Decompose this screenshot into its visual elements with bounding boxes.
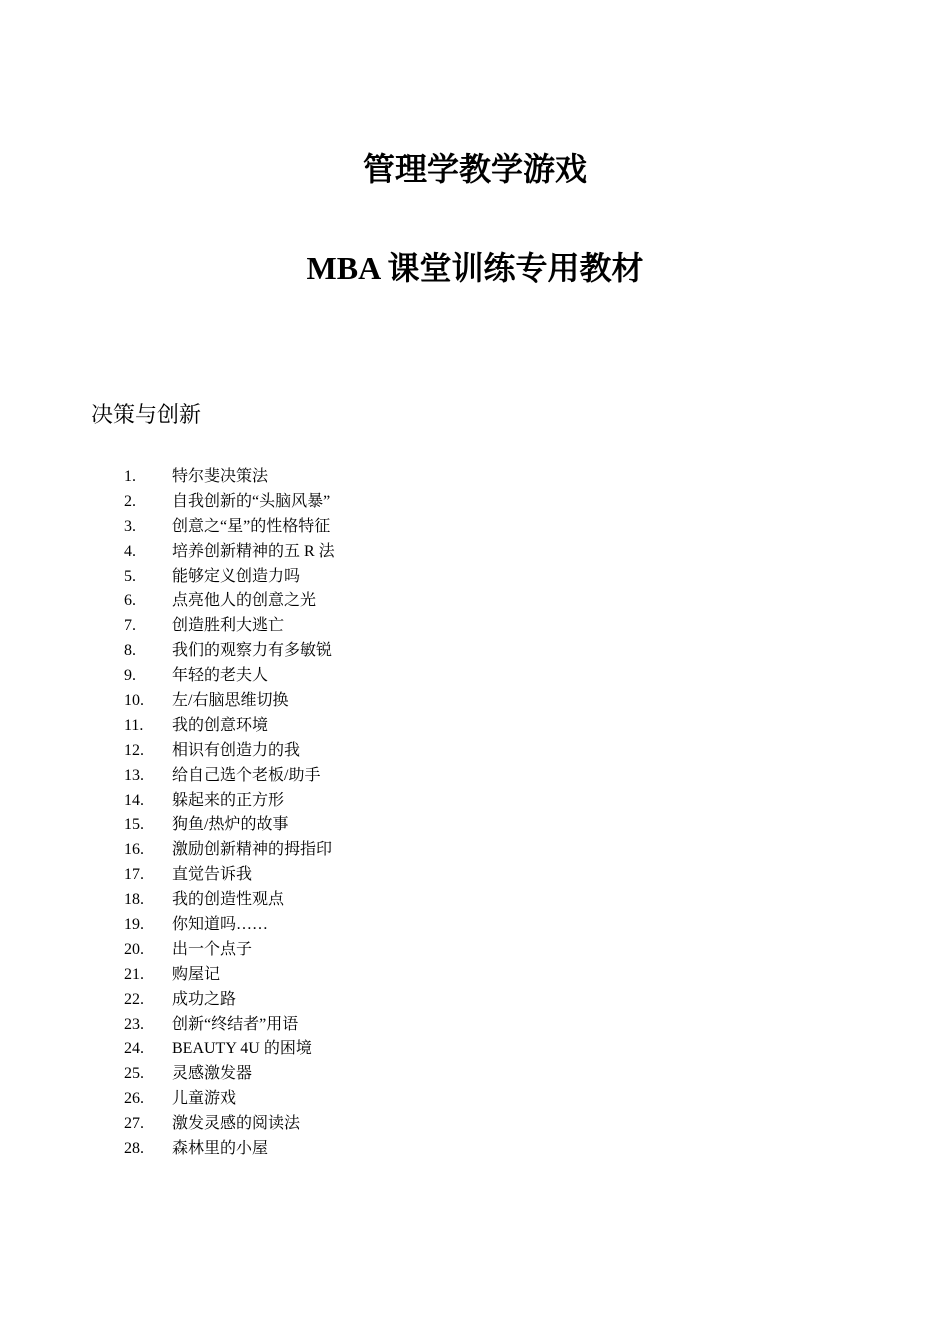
toc-item-title: 激发灵感的阅读法 <box>172 1115 301 1133</box>
toc-item-number: 4. <box>124 542 136 560</box>
toc-item-title: 点亮他人的创意之光 <box>172 592 317 610</box>
toc-item-number: 22. <box>124 990 144 1008</box>
toc-item-title: 出一个点子 <box>172 940 253 958</box>
toc-item-title: 我的创造性观点 <box>172 891 285 909</box>
toc-item-number: 9. <box>124 667 136 685</box>
toc-item-number: 11. <box>124 716 144 734</box>
toc-item-title: 森林里的小屋 <box>172 1140 269 1158</box>
toc-item-title: 相识有创造力的我 <box>172 741 301 759</box>
toc-item <box>124 838 644 863</box>
toc-item <box>124 764 644 789</box>
toc-item-title: 躲起来的正方形 <box>172 791 285 809</box>
toc-item-title: 狗鱼/热炉的故事 <box>172 816 289 834</box>
toc-item <box>124 639 644 664</box>
toc-item-number: 20. <box>124 940 144 958</box>
document-title: 管理学教学游戏 <box>362 151 587 187</box>
toc-item <box>124 988 644 1013</box>
toc-item-title: 直觉告诉我 <box>172 866 253 884</box>
toc-item <box>124 963 644 988</box>
toc-item <box>124 863 644 888</box>
toc-item-title: 创意之“星”的性格特征 <box>172 517 331 535</box>
toc-item-number: 13. <box>124 766 144 784</box>
toc-item <box>124 913 644 938</box>
toc-item-number: 12. <box>124 741 144 759</box>
toc-item <box>124 689 644 714</box>
toc-item-title: 创造胜利大逃亡 <box>172 617 285 635</box>
toc-item-title: 培养创新精神的五 R 法 <box>172 542 335 560</box>
toc-item-number: 2. <box>124 492 136 510</box>
toc-item <box>124 490 644 515</box>
toc-item-number: 26. <box>124 1090 144 1108</box>
toc-item-title: 灵感激发器 <box>172 1065 253 1083</box>
toc-item <box>124 1037 644 1062</box>
toc-item <box>124 1112 644 1137</box>
toc-item-number: 5. <box>124 567 136 585</box>
toc-item-number: 6. <box>124 592 136 610</box>
toc-item-title: BEAUTY 4U 的困境 <box>172 1040 312 1058</box>
toc-item <box>124 714 644 739</box>
toc-item-number: 8. <box>124 642 136 660</box>
toc-item-title: 年轻的老夫人 <box>172 667 269 685</box>
toc-item-number: 7. <box>124 617 136 635</box>
toc-item <box>124 888 644 913</box>
toc-item-number: 15. <box>124 816 144 834</box>
toc-item-number: 14. <box>124 791 144 809</box>
toc-item-title: 能够定义创造力吗 <box>172 567 301 585</box>
toc-item-title: 给自己选个老板/助手 <box>172 766 321 784</box>
toc-item-title: 创新“终结者”用语 <box>172 1015 299 1033</box>
toc-item <box>124 540 644 565</box>
toc-item <box>124 1087 644 1112</box>
toc-item-number: 27. <box>124 1115 144 1133</box>
toc-item-title: 成功之路 <box>172 990 237 1008</box>
toc-item-title: 左/右脑思维切换 <box>172 692 289 710</box>
toc-item-number: 21. <box>124 965 144 983</box>
toc-item-number: 16. <box>124 841 144 859</box>
section-heading: 决策与创新 <box>91 403 202 428</box>
toc-item-title: 特尔斐决策法 <box>172 468 269 485</box>
table-of-contents <box>124 465 644 1162</box>
toc-item <box>124 813 644 838</box>
toc-item-number: 10. <box>124 692 144 710</box>
toc-item <box>124 614 644 639</box>
toc-item-title: 自我创新的“头脑风暴” <box>172 492 331 510</box>
toc-item <box>124 1013 644 1038</box>
toc-item-number: 1. <box>124 468 136 485</box>
toc-item-number: 19. <box>124 916 144 934</box>
toc-item-title: 激励创新精神的拇指印 <box>172 841 333 859</box>
toc-item-title: 我的创意环境 <box>172 716 269 734</box>
toc-item <box>124 1137 644 1162</box>
toc-item <box>124 739 644 764</box>
toc-item-number: 3. <box>124 517 136 535</box>
toc-item <box>124 589 644 614</box>
toc-item-number: 17. <box>124 866 144 884</box>
toc-item <box>124 465 644 490</box>
toc-item <box>124 515 644 540</box>
toc-item-number: 23. <box>124 1015 144 1033</box>
toc-item <box>124 664 644 689</box>
toc-item-title: 儿童游戏 <box>172 1090 237 1108</box>
toc-item-number: 28. <box>124 1140 144 1158</box>
toc-item-number: 18. <box>124 891 144 909</box>
toc-item <box>124 565 644 590</box>
document-subtitle: MBA 课堂训练专用教材 <box>306 250 644 286</box>
toc-item <box>124 938 644 963</box>
toc-item-title: 你知道吗…… <box>172 916 269 934</box>
toc-item-number: 24. <box>124 1040 144 1058</box>
toc-item-title: 我们的观察力有多敏锐 <box>172 642 333 660</box>
toc-item <box>124 789 644 814</box>
toc-item-title: 购屋记 <box>172 965 221 983</box>
toc-item <box>124 1062 644 1087</box>
toc-item-number: 25. <box>124 1065 144 1083</box>
